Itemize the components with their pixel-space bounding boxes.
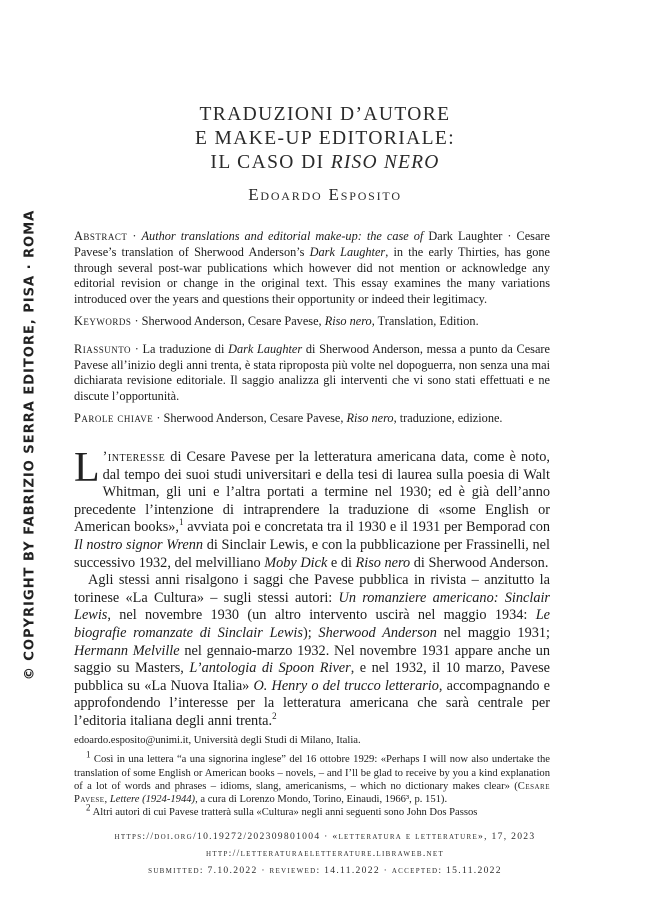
title-line-1: TRADUZIONI D’AUTORE [199, 104, 451, 125]
keywords-label: Keywords [74, 313, 132, 328]
footnote-text: Altri autori di cui Pavese tratterà sulla «Cultura» negli anni seguenti sono John Dos Passos [90, 807, 478, 819]
italic-title: O. Henry o del trucco letterario [253, 677, 439, 694]
keywords-text-a: · Sherwood Anderson, Cesare Pavese, [131, 313, 325, 328]
footnote-text: Così in una lettera “a una signorina inglese” del 16 ottobre 1929: «Perhaps I will now also undertake the translation of some English or American books – novels, – and I’ll be glad to receive by you a kind explanation of a lot of words and phrases – idioms, slang, americanisms, – which no dictionary makes clear» ( [74, 754, 550, 792]
italic-title: Hermann Melville [74, 642, 180, 659]
footnotes-section [74, 734, 550, 820]
copyright-sidebar [19, 205, 41, 685]
body-paragraph-2 [74, 572, 550, 730]
article-body [74, 445, 551, 731]
body-text: , nel novembre 1930 (un altro intervento uscirà nel maggio 1934: [107, 607, 536, 624]
footnote-2 [74, 802, 550, 819]
parole-chiave-paragraph [74, 411, 550, 427]
drop-cap: L [74, 445, 100, 491]
keywords-text-b: , Translation, Edition. [371, 313, 479, 328]
italic-title: Un romanziere americano: Sinclair Lewis [74, 589, 550, 624]
body-text: e di [327, 554, 356, 571]
italic-title: Riso nero [355, 554, 411, 571]
italic-title: Sherwood Anderson [318, 624, 437, 641]
body-text: ); [302, 624, 319, 641]
article-title-block [60, 103, 590, 205]
abstract-paragraph [74, 229, 550, 308]
footnote-ref-2[interactable]: 2 [272, 711, 277, 722]
parole-chiave-italic: Riso nero [346, 410, 394, 425]
copyright-text: © COPYRIGHT BY FABRIZIO SERRA EDITORE, PISA · ROMA [22, 209, 38, 681]
abstract-title-plain: Dark Laughter [423, 229, 503, 243]
keywords-italic: Riso nero [324, 313, 372, 328]
italic-title: Moby Dick [264, 554, 328, 571]
website-line[interactable]: http://letteraturaeletterature.libraweb.net [205, 848, 445, 859]
body-paragraph-1 [74, 445, 550, 572]
body-text: di Cesare Pavese per la letteratura americana data, come è noto, dal tempo dei suoi studi universitari e della tesi di laurea sulla poesia di Walt Whitman, gli uni e l’altra portati a termine nel 1930; ed è già dell’anno precedente l’intenzione di intraprendere la traduzione di «some English or American books», [74, 449, 550, 536]
abstract-text-b: , in the early Thirties, has gone through several post-war publications which however did not mention or acknowledge any editorial revision or change in the original text. This essay examines the many variations introduced over the years and questions their opportunity or indeed their legitimacy. [74, 244, 550, 307]
parole-chiave-label: Parole chiave [74, 410, 154, 425]
parole-chiave-text-b: , traduzione, edizione. [393, 410, 503, 425]
footnote-italic-title: Lettere (1924-1944) [109, 794, 196, 806]
body-text: nel gennaio-marzo 1932. Nel novembre 1931 appare anche un saggio su Masters, [74, 642, 550, 677]
body-text: , e nel 1932, il 10 marzo, Pavese pubblica su «La Nuova Italia» [74, 660, 550, 694]
riassunto-text-b: di Sherwood Anderson, messa a punto da Cesare Pavese all’inizio degli anni trenta, è stata riproposta più volte nel dopoguerra, non senza una mai dichiarata revisione editoriale. Il saggio analizza gli interventi che vi sono stati effettuati e ne discute l’opportunità. [74, 341, 550, 404]
title-line-2: E MAKE-UP EDITORIALE: [194, 128, 456, 149]
body-text: di Sinclair Lewis, e con la pubblicazione per Frassinelli, nel successivo 1932, del melvilliano [74, 536, 550, 571]
body-text: di Sherwood Anderson. [410, 554, 549, 571]
body-text: nel maggio 1931; [436, 624, 551, 641]
doi-line[interactable]: https://doi.org/10.19272/202309801004 · «letteratura e letterature», 17, 2023 [114, 831, 536, 842]
footnote-author-smallcaps: Cesare Pavese [74, 780, 550, 806]
body-text: , accompagnando e approfondendo l’interesse per la letteratura americana che sarà centrale per l’editoria italiana degli anni trenta. [74, 677, 550, 729]
author-name: Edoardo Esposito [248, 185, 402, 204]
dates-line: submitted: 7.10.2022 · reviewed: 14.11.2022 · accepted: 15.11.2022 [148, 865, 502, 876]
footnote-text: , [104, 794, 110, 806]
parole-chiave-text-a: · Sherwood Anderson, Cesare Pavese, [153, 410, 347, 425]
title-line-3 [60, 151, 590, 175]
body-text: Agli stessi anni risalgono i saggi che Pavese pubblica in rivista – anzitutto la torinese «La Cultura» – sugli stessi autori: [74, 572, 550, 606]
footnote-1 [74, 749, 550, 806]
riassunto-label: Riassunto [74, 341, 132, 356]
page-footer [60, 828, 590, 879]
keywords-paragraph [74, 314, 550, 330]
footnote-text: , a cura di Lorenzo Mondo, Torino, Einaudi, 1966³, p. 151). [195, 794, 448, 806]
riassunto-italic: Dark Laughter [228, 341, 303, 356]
author-email-affiliation: edoardo.esposito@unimi.it, Università degli Studi di Milano, Italia. [74, 735, 361, 746]
footnote-2-number: 2 [86, 802, 91, 813]
opening-smallcaps: ’interesse [102, 449, 166, 465]
italic-title: Le biografie romanzate di Sinclair Lewis [74, 607, 550, 641]
abstract-separator: · [127, 229, 142, 243]
abstracts-section [74, 229, 550, 427]
abstract-label: Abstract [74, 229, 128, 243]
abstract-text-italic: Dark Laughter [309, 244, 386, 259]
abstract-text-a: · Cesare Pavese’s translation of Sherwood Anderson’s [74, 229, 550, 259]
abstract-title-italic: Author translations and editorial make-up: the case of [141, 229, 424, 243]
riassunto-text-a: · La traduzione di [131, 341, 229, 356]
italic-title: Il nostro signor Wrenn [74, 536, 204, 553]
footnote-1-number: 1 [86, 749, 91, 760]
italic-title: L’antologia di Spoon River [189, 660, 351, 677]
body-text: avviata poi e concretata tra il 1930 e il 1931 per Bemporad con [183, 519, 550, 536]
title-italic-riso-nero: RISO NERO [330, 152, 440, 173]
title-line-3-prefix: IL CASO DI [210, 152, 331, 173]
footnote-ref-1[interactable]: 1 [179, 517, 184, 528]
riassunto-paragraph [74, 342, 550, 405]
